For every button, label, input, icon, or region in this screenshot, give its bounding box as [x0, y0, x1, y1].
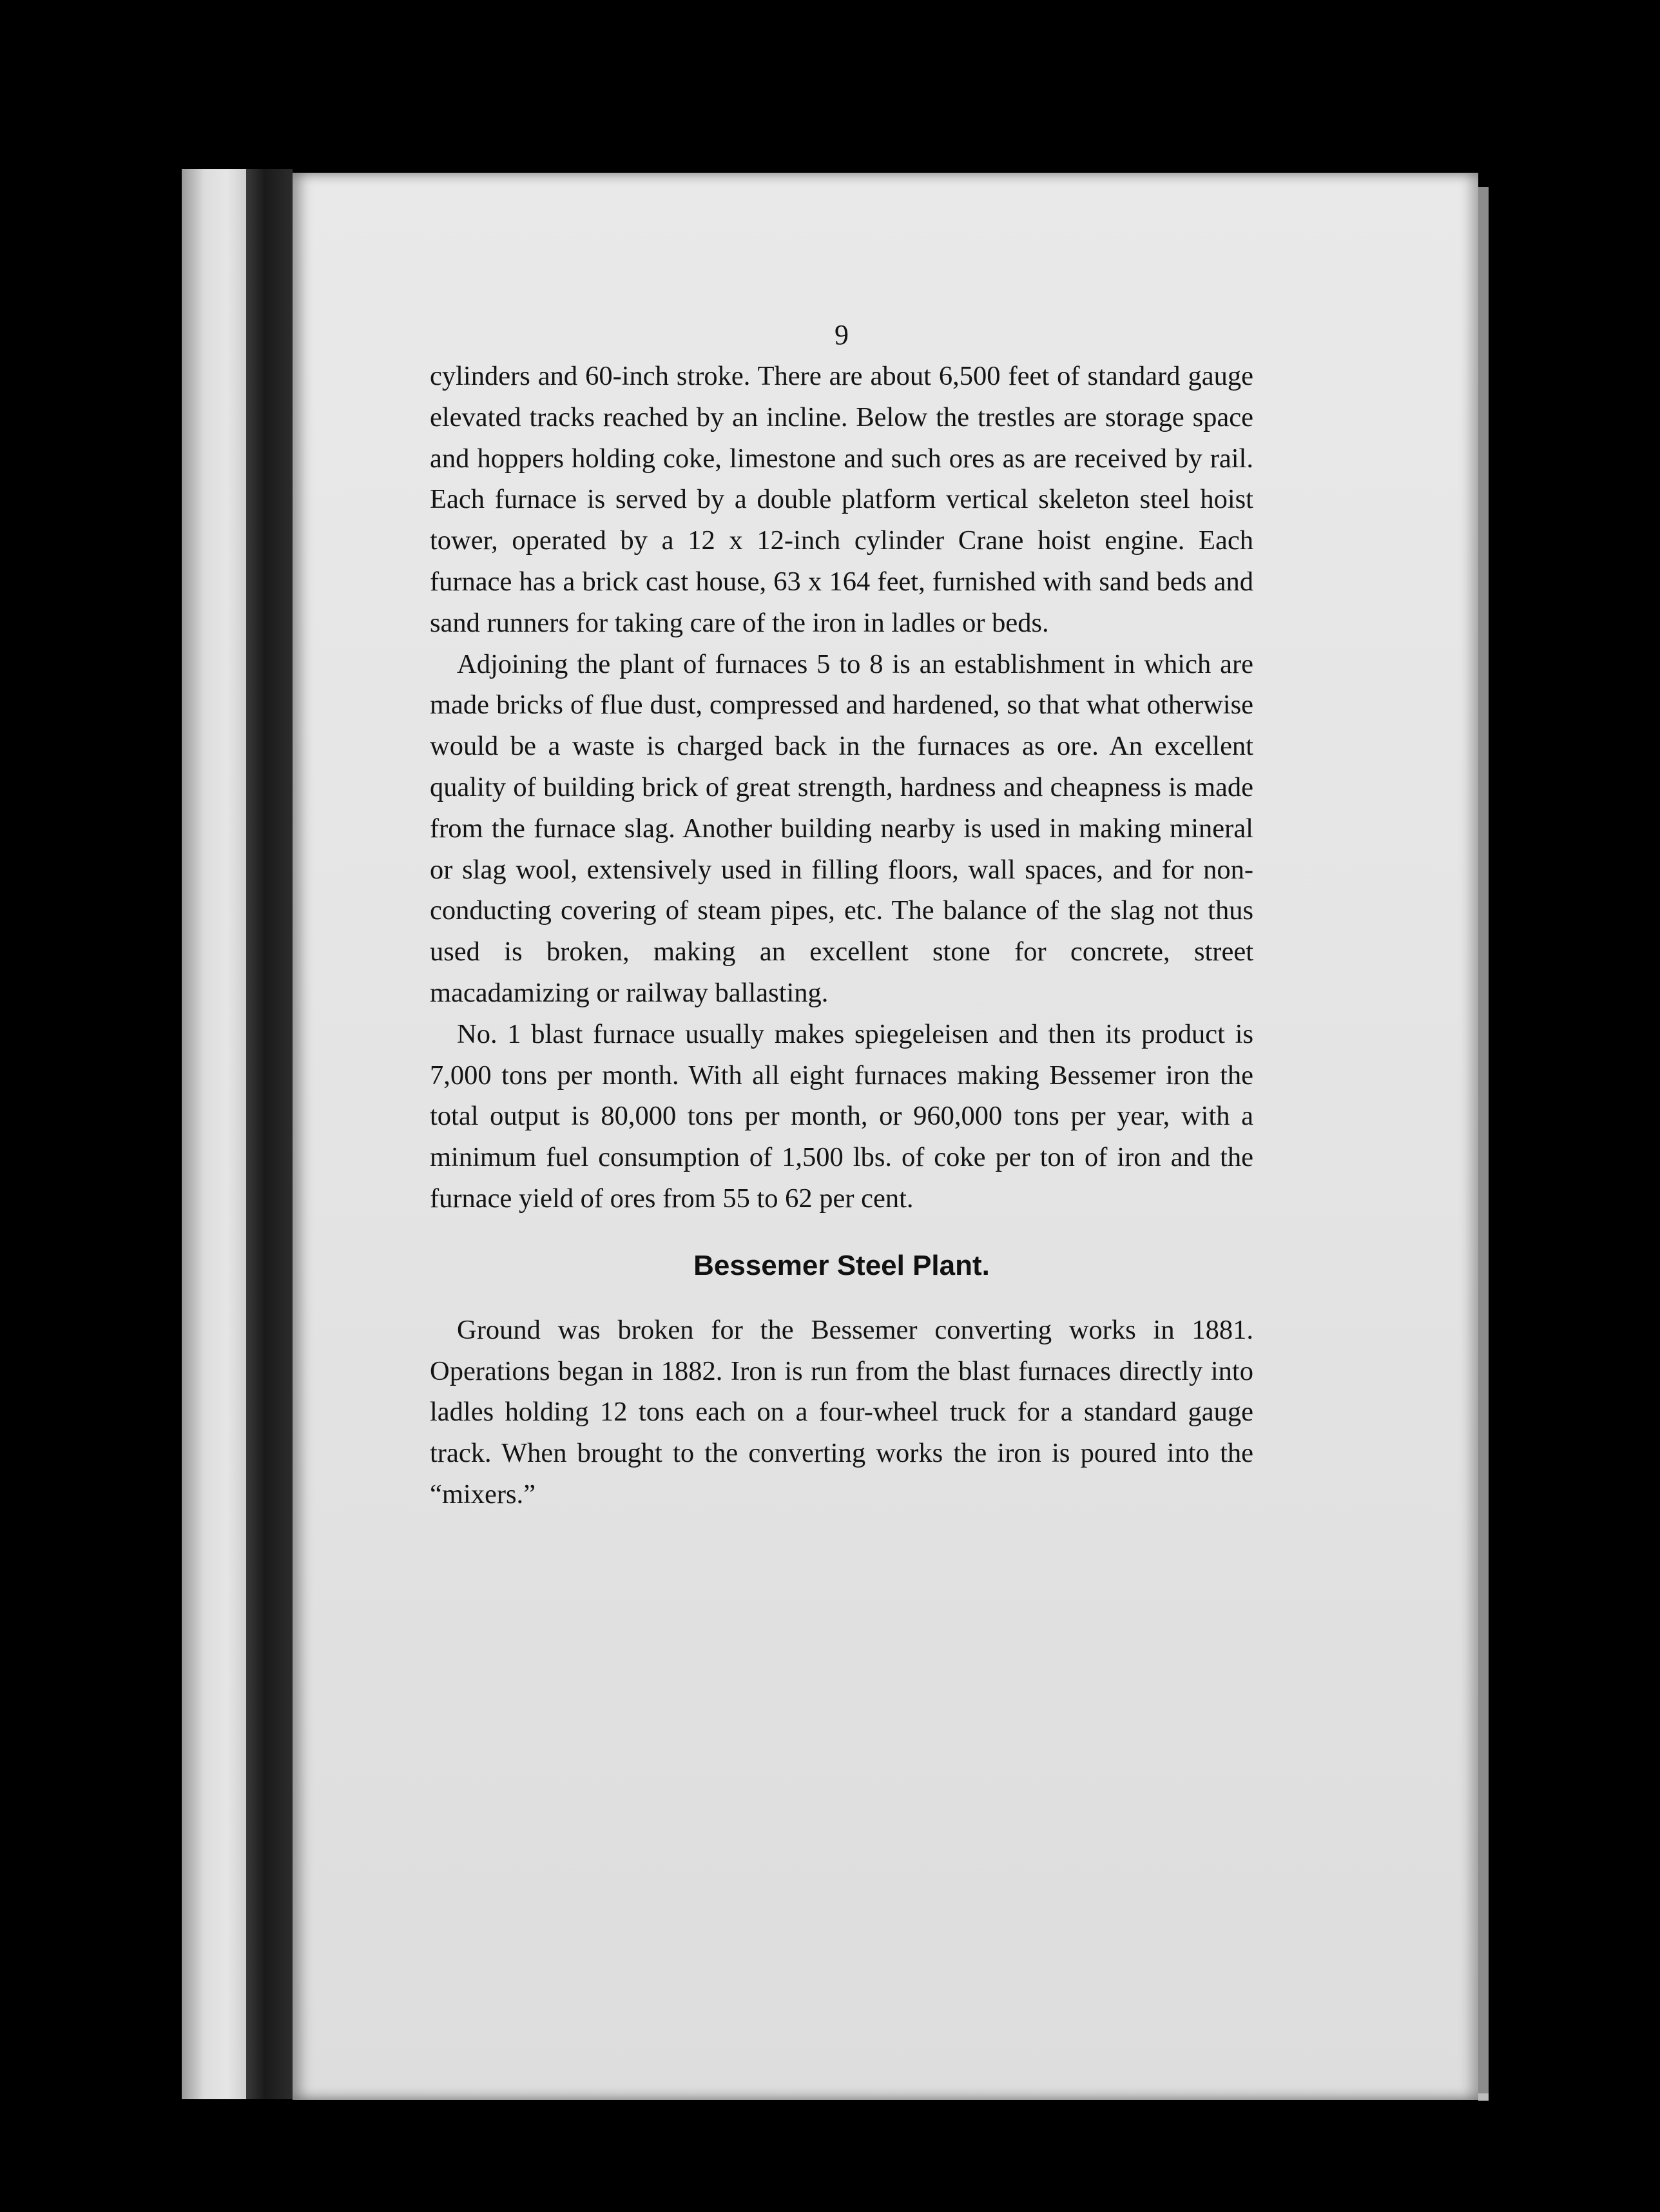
paragraph-furnace-towers: cylinders and 60-inch stroke. There are about 6,500 feet of standard gauge elevated tracks reached by an incline. Below the trestles are storage space and hoppers holding coke, limestone and such ores as are received by rail. Each furnace is served by a double platform vertical skeleton steel hoist tower, operated by a 12 x 12-inch cylinder Crane hoist engine. Each furnace has a brick cast house, 63 x 164 feet, furnished with sand beds and sand runners for taking care of the iron in ladles or beds.: [430, 361, 1253, 638]
paragraph-bessemer-works: Ground was broken for the Bessemer converting works in 1881. Operations began in 1882. Iron is run from the blast furnaces directly into ladles holding 12 tons each on a four-wheel truck for a standard gauge track. When brought to the converting works the iron is poured into the “mixers.”: [430, 1314, 1253, 1509]
binding-strip: [182, 169, 246, 2099]
paragraph-flue-dust-bricks: Adjoining the plant of furnaces 5 to 8 is an establishment in which are made bricks of flue dust, compressed and hardened, so that what otherwise would be a waste is charged back in the furnaces as ore. An excellent quality of building brick of great strength, hardness and cheapness is made from the furnace slag. Another building nearby is used in making mineral or slag wool, extensively used in filling floors, wall spaces, and for non-conducting covering of steam pipes, etc. The balance of the slag not thus used is broken, making an excellent stone for concrete, street macadamizing or railway ballasting.: [430, 648, 1253, 1008]
book-spine: [246, 169, 293, 2099]
page-text-block: [430, 316, 1253, 1515]
page-number: 9: [835, 319, 849, 351]
page-edge: [1478, 187, 1489, 2101]
paragraph-furnace-output: No. 1 blast furnace usually makes spiegeleisen and then its product is 7,000 tons per month. With all eight furnaces making Bessemer iron the total output is 80,000 tons per month, or 960,000 tons per year, with a minimum fuel consumption of 1,500 lbs. of coke per ton of iron and the furnace yield of ores from 55 to 62 per cent.: [430, 1018, 1253, 1214]
section-heading: Bessemer Steel Plant.: [693, 1249, 990, 1281]
